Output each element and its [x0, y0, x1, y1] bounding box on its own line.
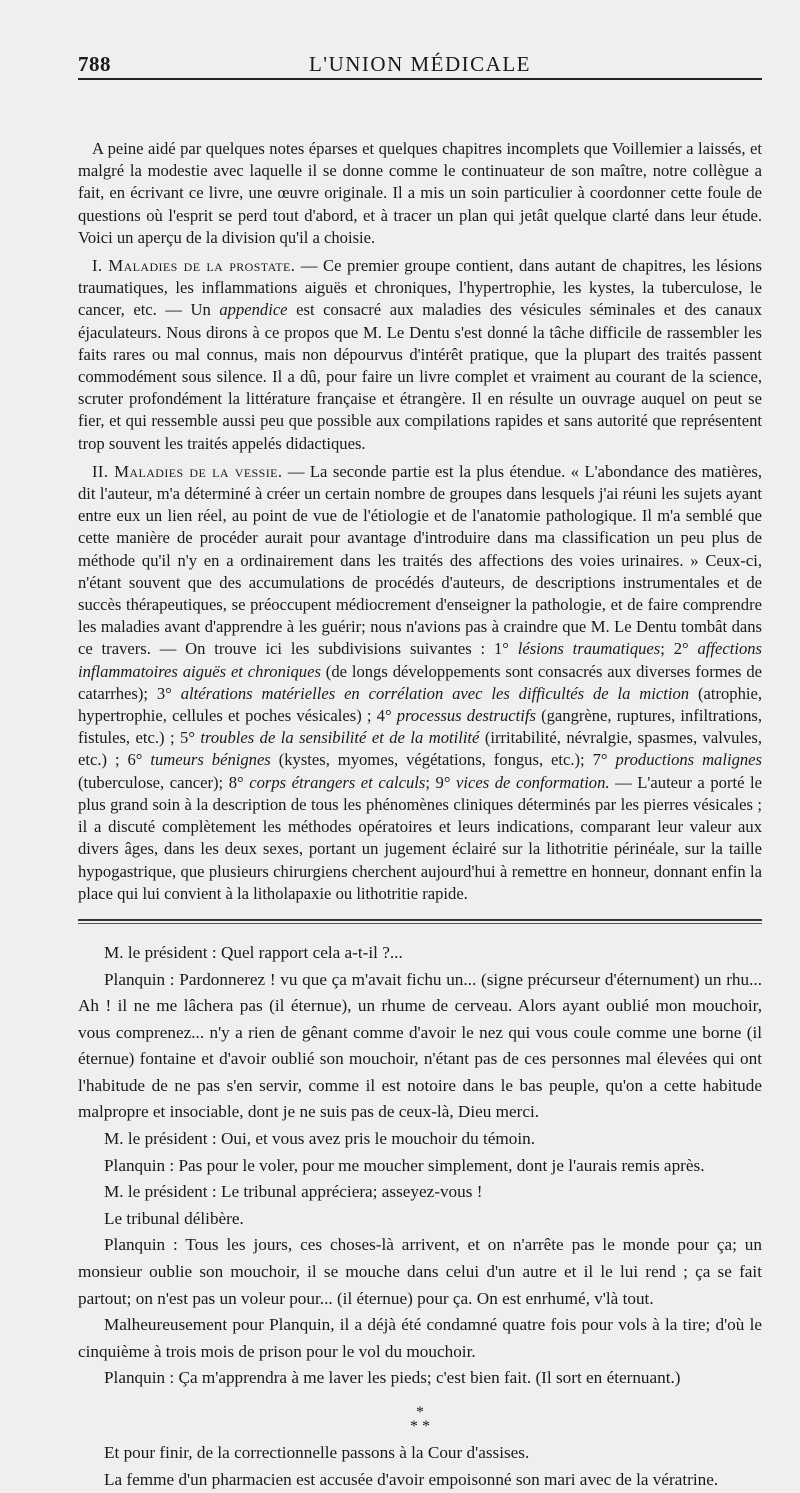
- subdivision-5: troubles de la sensibilité et de la motilité: [200, 728, 480, 748]
- subdivision-6: tumeurs bénignes: [150, 750, 271, 770]
- section-bladder-text: — La seconde partie est la plus étendue. « L'abondance des matières, dit l'auteur, m'a déterminé à créer un certain nombre de groupes dans lesquels j'ai réuni les sujets ayant entre eux un lien réel, au point de vue de l'étiologie et de l'anatomie pathologique. Il m'a semblé que cette manière de procéder aurait pour avantage d'introduire dans ma classification un peu plus de méthode qu'il n'y en a ordinairement dans les traités des affections des voies urinaires. » Ceux-ci, n'étant souvent que des accumulations de procédés d'auteurs, de descriptions instrumentales et de succès thérapeutiques, se préoccupent médiocrement d'enseigner la pathologie, et de faire comprendre les maladies avant d'apprendre à les guérir; nous n'avions pas à craindre que M. Le Dentu tombât dans ce travers. — On trouve ici les subdivisions suivantes : 1°: [78, 461, 763, 659]
- dialogue-line: Planquin : Ça m'apprendra à me laver les pieds; c'est bien fait. (Il sort en éternuant.): [104, 1368, 681, 1388]
- section-prostate-heading: I. Maladies de la prostate.: [92, 256, 296, 276]
- dialogue-line: M. le président : Le tribunal appréciera; asseyez-vous !: [104, 1182, 483, 1202]
- section-bladder-text: (de longs développements sont consacrés aux diverses formes de catarrhes); 3°: [78, 661, 762, 703]
- subdivision-4: processus destructifs: [396, 706, 536, 726]
- asterism-separator: [78, 1406, 762, 1434]
- section-divider-rule: [78, 919, 762, 924]
- page-header: [78, 44, 762, 80]
- section-prostate-text-b: est consacré aux maladies des vésicules séminales et des canaux éjaculateurs. Nous dirons à ce propos que M. Le Dentu s'est donné la tâche difficile de rassembler les faits rares ou mal connus, mais non dépourvus d'intérêt pratique, que la plupart des traités passent commodément sous silence. Il a dû, pour faire un livre complet et vraiment au courant de la science, scruter profondément la littérature française et étrangère. Il en résulte un ouvrage auquel on peut se fier, et qui ressemble aussi peu que possible aux compilations rapides et sans autorité que représentent trop souvent les traités appelés didactiques.: [78, 300, 762, 453]
- intro-paragraph: A peine aidé par quelques notes éparses et quelques chapitres incomplets que Voillemier a laissés, et malgré la modestie avec laquelle il se donne comme le continuateur de son maître, notre collègue a fait, en écrivant ce livre, une œuvre originale. Il a mis un soin particulier à coordonner cette foule de questions où l'esprit se perd tout d'abord, et à tracer un plan qui jetât quelque clarté dans leur étude. Voici un aperçu de la division qu'il a choisie.: [78, 139, 762, 247]
- dialogue-line: Planquin : Tous les jours, ces choses-là arrivent, et on n'arrête pas le monde pour ça; un monsieur oublie son mouchoir, il se mouche dans celui d'un autre et il le lui rend ; ça se fait partout; on n'est pas un voleur pour... (il éternue) pour ça. On est enrhumé, v'là tout.: [78, 1235, 762, 1308]
- section-prostate-appendix: appendice: [219, 300, 288, 320]
- section-bladder-heading: II. Maladies de la vessie.: [92, 461, 283, 481]
- closing-line: Et pour finir, de la correctionnelle passons à la Cour d'assises.: [104, 1443, 530, 1462]
- asterism-top: *: [416, 1404, 424, 1421]
- dialogue-line: Malheureusement pour Planquin, il a déjà été condamné quatre fois pour vols à la tire; d'où le cinquième à trois mois de prison pour le vol du mouchoir.: [78, 1315, 762, 1361]
- subdivision-7: productions malignes: [615, 750, 762, 770]
- section-prostate-text-a: — Ce premier groupe contient, dans autant de chapitres, les lésions traumatiques, les inflammations aiguës et chroniques, l'hypertrophie, les kystes, la tuberculose, le cancer, etc. — Un: [78, 256, 762, 320]
- subdivision-9: vices de conformation.: [456, 772, 610, 792]
- page-number: 788: [78, 52, 111, 76]
- dialogue-line: Planquin : Pardonnerez ! vu que ça m'avait fichu un... (signe précurseur d'éternument) un rhu... Ah ! il ne me lâchera pas (il éternue), un rhume de cerveau. Alors ayant oublié mon mouchoir, vous comprenez... n'y a rien de gênant comme d'avoir le nez qui vous coule comme une borne (il éternue) fontaine et d'avoir oublié son mouchoir, n'étant pas de ces personnes mal élevées qui ont l'habitude de ne pas s'en servir, comme il est notoire dans le bas peuple, qu'on a cette habitude malpropre et insociable, dont je ne suis pas de ceux-là, Dieu merci.: [78, 969, 762, 1122]
- subdivision-2: affections inflammatoires aiguës et chroniques: [78, 639, 763, 681]
- section-bladder-text: ; 2°: [660, 639, 698, 659]
- section-bladder-paragraph: [78, 461, 762, 905]
- section-bladder-text: (kystes, myomes, végétations, fongus, etc.); 7°: [270, 750, 616, 770]
- dialogue-line: Le tribunal délibère.: [104, 1208, 244, 1228]
- dialogue-line: Planquin : Pas pour le voler, pour me moucher simplement, dont je l'aurais remis après.: [104, 1155, 705, 1175]
- section-bladder-text: (atrophie, hypertrophie, cellules et poches vésicales) ; 4°: [78, 683, 762, 726]
- dialogue-line: M. le président : Quel rapport cela a-t-il ?...: [104, 942, 403, 962]
- section-bladder-text: ; 9°: [425, 772, 457, 792]
- section-bladder-text: (gangrène, ruptures, infiltrations, fistules, etc.) ; 5°: [78, 706, 762, 748]
- closing-line: La femme d'un pharmacien est accusée d'avoir empoisonné son mari avec de la vératrine.: [104, 1469, 719, 1489]
- journal-title: L'UNION MÉDICALE: [308, 52, 531, 76]
- section-bladder-text: (tuberculose, cancer); 8°: [78, 772, 250, 792]
- asterism-bottom: * *: [410, 1418, 430, 1435]
- subdivision-3: altérations matérielles en corrélation avec les difficultés de la miction: [180, 683, 690, 703]
- section-prostate-paragraph: [78, 255, 762, 455]
- section-bladder-text: (irritabilité, névralgie, spasmes, valvules, etc.) ; 6°: [78, 728, 763, 770]
- section-bladder-text: — L'auteur a porté le plus grand soin à la description de tous les phénomènes cliniques déterminés par les pierres vésicales ; il a discuté complètement les méthodes opératoires et leurs indications, comparant leur valeur aux divers âges, dans les deux sexes, portant un jugement éclairé sur la lithotritie périnéale, sur la taille hypogastrique, que plusieurs chirurgiens cherchent aujourd'hui à remettre en honneur, donnant enfin la place qui lui convient à la litholapaxie ou lithotritie rapide.: [78, 772, 762, 903]
- subdivision-1: lésions traumatiques: [517, 639, 661, 659]
- dialogue-line: M. le président : Oui, et vous avez pris le mouchoir du témoin.: [104, 1129, 536, 1149]
- subdivision-8: corps étrangers et calculs: [249, 772, 426, 792]
